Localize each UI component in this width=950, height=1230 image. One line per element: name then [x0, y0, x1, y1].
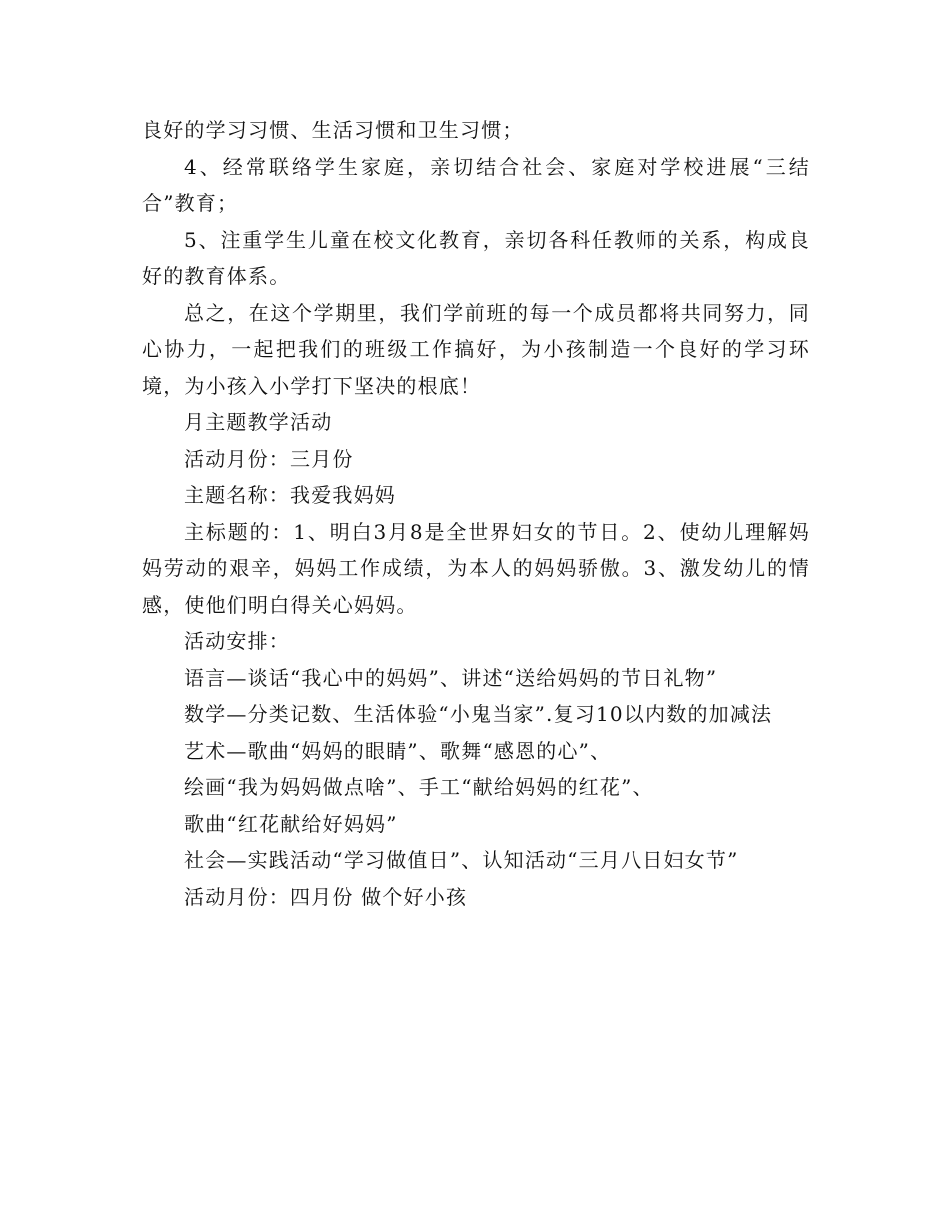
activity-society: 社会—实践活动“学习做值日”、认知活动“三月八日妇女节”	[184, 848, 739, 872]
paragraph-summary: 总之，在这个学期里，我们学前班的每一个成员都将共同努力，同心协力，一起把我们的班级工作搞好，为小孩制造一个良好的学习环境，为小孩入小学打下坚决的根底！	[142, 300, 810, 398]
activity-month-april: 活动月份：四月份 做个好小孩	[184, 884, 468, 909]
paragraph-habits: 良好的学习习惯、生活习惯和卫生习惯；	[142, 118, 524, 142]
activity-month-march: 活动月份：三月份	[184, 446, 354, 471]
theme-goals: 主标题的：1、明白3月8是全世界妇女的节日。2、使幼儿理解妈妈劳动的艰辛，妈妈工作成绩，为本人的妈妈骄傲。3、激发幼儿的情感，使他们明白得关心妈妈。	[142, 519, 810, 617]
document-page	[142, 112, 810, 915]
activity-arrangement-label: 活动安排：	[184, 629, 290, 653]
heading-monthly-theme: 月主题教学活动	[184, 410, 333, 434]
paragraph-item-4: 4、经常联络学生家庭，亲切结合社会、家庭对学校进展“三结合”教育；	[142, 154, 810, 215]
activity-song: 歌曲“红花献给好妈妈”	[184, 811, 398, 836]
activity-language: 语言—谈话“我心中的妈妈”、讲述“送给妈妈的节日礼物”	[184, 665, 718, 690]
activity-math: 数学—分类记数、生活体验“小鬼当家”.复习10以内数的加减法	[184, 702, 773, 726]
activity-drawing: 绘画“我为妈妈做点啥”、手工“献给妈妈的红花”、	[184, 775, 654, 799]
theme-name: 主题名称：我爱我妈妈	[184, 483, 396, 507]
activity-art: 艺术—歌曲“妈妈的眼睛”、歌舞“感恩的心”、	[184, 738, 612, 763]
paragraph-item-5: 5、注重学生儿童在校文化教育，亲切各科任教师的关系，构成良好的教育体系。	[142, 227, 810, 288]
